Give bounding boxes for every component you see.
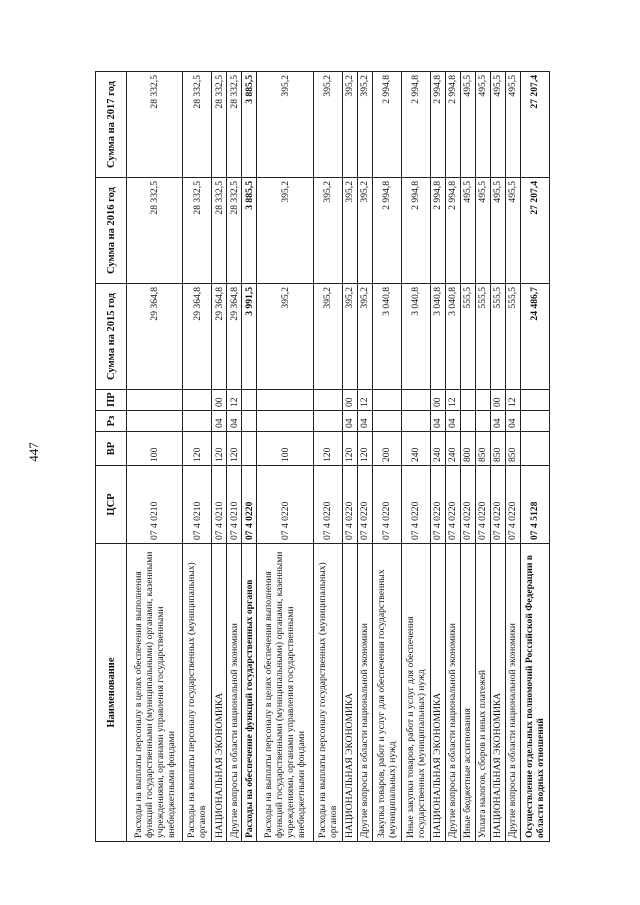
cell-sum-2016: 495,5 <box>505 178 520 284</box>
cell-sum-2015: 3 040,8 <box>445 284 460 390</box>
cell-sum-2015: 555,5 <box>460 284 475 390</box>
cell-csr: 07 4 0210 <box>212 466 227 544</box>
cell-vr: 240 <box>401 432 430 466</box>
table-row <box>257 72 313 842</box>
cell-rz <box>313 411 342 432</box>
cell-sum-2015: 29 364,8 <box>183 284 212 390</box>
cell-sum-2015: 3 040,8 <box>430 284 445 390</box>
cell-sum-2017: 28 332,5 <box>183 72 212 178</box>
cell-vr <box>242 432 257 466</box>
table-header-row <box>96 72 127 842</box>
cell-sum-2015: 29 364,8 <box>227 284 242 390</box>
cell-vr <box>520 432 549 466</box>
table-row <box>475 72 490 842</box>
cell-csr: 07 4 0220 <box>490 466 505 544</box>
cell-pr: 12 <box>445 390 460 411</box>
header-sum-2016: Сумма на 2016 год <box>96 178 127 284</box>
header-sum-2015: Сумма на 2015 год <box>96 284 127 390</box>
cell-vr: 120 <box>212 432 227 466</box>
cell-name: НАЦИОНАЛЬНАЯ ЭКОНОМИКА <box>490 544 505 842</box>
cell-rz <box>127 411 183 432</box>
cell-pr <box>313 390 342 411</box>
cell-sum-2016: 28 332,5 <box>127 178 183 284</box>
table-row <box>505 72 520 842</box>
cell-sum-2016: 28 332,5 <box>183 178 212 284</box>
cell-pr <box>401 390 430 411</box>
table-row <box>227 72 242 842</box>
cell-name: НАЦИОНАЛЬНАЯ ЭКОНОМИКА <box>430 544 445 842</box>
cell-vr: 850 <box>505 432 520 466</box>
cell-vr: 120 <box>342 432 357 466</box>
cell-pr: 00 <box>430 390 445 411</box>
cell-csr: 07 4 0220 <box>401 466 430 544</box>
cell-sum-2016: 2 994,8 <box>401 178 430 284</box>
cell-sum-2016: 2 994,8 <box>445 178 460 284</box>
table-body <box>127 72 550 842</box>
cell-sum-2017: 495,5 <box>505 72 520 178</box>
cell-sum-2015: 395,2 <box>257 284 313 390</box>
cell-pr <box>520 390 549 411</box>
cell-rz <box>257 411 313 432</box>
cell-sum-2016: 395,2 <box>357 178 372 284</box>
cell-pr: 12 <box>357 390 372 411</box>
cell-sum-2016: 3 885,5 <box>242 178 257 284</box>
cell-pr <box>372 390 401 411</box>
cell-rz <box>475 411 490 432</box>
cell-name: НАЦИОНАЛЬНАЯ ЭКОНОМИКА <box>342 544 357 842</box>
cell-sum-2015: 3 991,5 <box>242 284 257 390</box>
cell-sum-2017: 28 332,5 <box>227 72 242 178</box>
cell-sum-2016: 495,5 <box>490 178 505 284</box>
cell-name: НАЦИОНАЛЬНАЯ ЭКОНОМИКА <box>212 544 227 842</box>
table-row <box>430 72 445 842</box>
cell-pr: 12 <box>505 390 520 411</box>
cell-rz: 04 <box>430 411 445 432</box>
header-sum-2017: Сумма на 2017 год <box>96 72 127 178</box>
cell-csr: 07 4 0220 <box>342 466 357 544</box>
cell-sum-2017: 3 885,5 <box>242 72 257 178</box>
page-number: 447 <box>26 442 41 462</box>
cell-vr: 200 <box>372 432 401 466</box>
cell-csr: 07 4 0220 <box>475 466 490 544</box>
cell-name: Осуществление отдельных полномочий Российской Федерации в области водных отношений <box>520 544 549 842</box>
cell-pr <box>242 390 257 411</box>
cell-pr <box>257 390 313 411</box>
cell-rz: 04 <box>505 411 520 432</box>
cell-sum-2017: 395,2 <box>313 72 342 178</box>
cell-name: Расходы на выплаты персоналу государственных (муниципальных) органов <box>183 544 212 842</box>
cell-csr: 07 4 5128 <box>520 466 549 544</box>
table-row <box>183 72 212 842</box>
cell-csr: 07 4 0210 <box>227 466 242 544</box>
table-row <box>242 72 257 842</box>
cell-vr: 850 <box>490 432 505 466</box>
cell-pr <box>127 390 183 411</box>
cell-rz: 04 <box>342 411 357 432</box>
table-row <box>357 72 372 842</box>
cell-rz <box>520 411 549 432</box>
rotated-table-container <box>95 72 550 842</box>
header-rz: Рз <box>96 411 127 432</box>
cell-sum-2015: 24 486,7 <box>520 284 549 390</box>
table-row <box>342 72 357 842</box>
table-row <box>372 72 401 842</box>
cell-csr: 07 4 0220 <box>357 466 372 544</box>
cell-csr: 07 4 0220 <box>460 466 475 544</box>
cell-rz <box>460 411 475 432</box>
cell-name: Закупка товаров, работ и услуг для обеспечения государственных (муниципальных) нужд <box>372 544 401 842</box>
cell-sum-2015: 555,5 <box>475 284 490 390</box>
table-row <box>490 72 505 842</box>
cell-vr: 120 <box>357 432 372 466</box>
cell-rz <box>401 411 430 432</box>
cell-csr: 07 4 0220 <box>242 466 257 544</box>
header-pr: ПР <box>96 390 127 411</box>
cell-name: Расходы на обеспечение функций государственных органов <box>242 544 257 842</box>
header-csr: ЦСР <box>96 466 127 544</box>
cell-rz: 04 <box>445 411 460 432</box>
table-row <box>313 72 342 842</box>
cell-sum-2015: 555,5 <box>490 284 505 390</box>
cell-sum-2016: 2 994,8 <box>430 178 445 284</box>
cell-sum-2015: 555,5 <box>505 284 520 390</box>
cell-vr: 120 <box>313 432 342 466</box>
cell-csr: 07 4 0220 <box>257 466 313 544</box>
cell-sum-2017: 395,2 <box>357 72 372 178</box>
cell-sum-2016: 28 332,5 <box>212 178 227 284</box>
cell-sum-2015: 29 364,8 <box>127 284 183 390</box>
cell-rz <box>242 411 257 432</box>
cell-name: Расходы на выплаты персоналу государственных (муниципальных) органов <box>313 544 342 842</box>
cell-pr <box>183 390 212 411</box>
header-name: Наименование <box>96 544 127 842</box>
cell-sum-2015: 29 364,8 <box>212 284 227 390</box>
cell-sum-2016: 27 207,4 <box>520 178 549 284</box>
cell-sum-2017: 28 332,5 <box>212 72 227 178</box>
cell-name: Уплата налогов, сборов и иных платежей <box>475 544 490 842</box>
cell-sum-2017: 495,5 <box>490 72 505 178</box>
cell-vr: 800 <box>460 432 475 466</box>
cell-vr: 120 <box>227 432 242 466</box>
cell-sum-2015: 395,2 <box>342 284 357 390</box>
cell-pr <box>460 390 475 411</box>
cell-sum-2017: 395,2 <box>257 72 313 178</box>
cell-sum-2017: 395,2 <box>342 72 357 178</box>
cell-rz <box>183 411 212 432</box>
cell-sum-2015: 395,2 <box>357 284 372 390</box>
table-row <box>212 72 227 842</box>
cell-vr: 240 <box>445 432 460 466</box>
cell-name: Другие вопросы в области национальной экономики <box>445 544 460 842</box>
cell-name: Расходы на выплаты персоналу в целях обеспечения выполнения функций государственными (муниципальными) органами, казенными учреждениями, органами управления государственными внебюджетными фондами <box>257 544 313 842</box>
table-row <box>127 72 183 842</box>
cell-sum-2015: 3 040,8 <box>401 284 430 390</box>
cell-sum-2017: 2 994,8 <box>372 72 401 178</box>
cell-sum-2017: 28 332,5 <box>127 72 183 178</box>
cell-sum-2016: 28 332,5 <box>227 178 242 284</box>
cell-name: Иные закупки товаров, работ и услуг для обеспечения государственных (муниципальных) нужд <box>401 544 430 842</box>
cell-pr: 12 <box>227 390 242 411</box>
table-row <box>460 72 475 842</box>
table-row <box>445 72 460 842</box>
cell-sum-2016: 395,2 <box>342 178 357 284</box>
table-row <box>520 72 549 842</box>
cell-sum-2016: 2 994,8 <box>372 178 401 284</box>
cell-pr: 00 <box>490 390 505 411</box>
cell-sum-2016: 395,2 <box>313 178 342 284</box>
cell-vr: 100 <box>127 432 183 466</box>
cell-vr: 120 <box>183 432 212 466</box>
cell-name: Другие вопросы в области национальной экономики <box>357 544 372 842</box>
cell-name: Другие вопросы в области национальной экономики <box>227 544 242 842</box>
cell-sum-2015: 3 040,8 <box>372 284 401 390</box>
cell-rz: 04 <box>212 411 227 432</box>
cell-pr: 00 <box>212 390 227 411</box>
cell-sum-2017: 2 994,8 <box>430 72 445 178</box>
cell-rz: 04 <box>490 411 505 432</box>
cell-csr: 07 4 0220 <box>372 466 401 544</box>
cell-sum-2015: 395,2 <box>313 284 342 390</box>
table-wrapper <box>95 72 550 842</box>
cell-sum-2016: 495,5 <box>460 178 475 284</box>
cell-rz <box>372 411 401 432</box>
cell-sum-2017: 27 207,4 <box>520 72 549 178</box>
cell-csr: 07 4 0220 <box>430 466 445 544</box>
cell-csr: 07 4 0220 <box>505 466 520 544</box>
cell-rz: 04 <box>357 411 372 432</box>
cell-sum-2017: 2 994,8 <box>401 72 430 178</box>
cell-name: Другие вопросы в области национальной экономики <box>505 544 520 842</box>
cell-vr: 240 <box>430 432 445 466</box>
cell-sum-2017: 2 994,8 <box>445 72 460 178</box>
cell-csr: 07 4 0220 <box>445 466 460 544</box>
cell-csr: 07 4 0210 <box>127 466 183 544</box>
cell-name: Расходы на выплаты персоналу в целях обеспечения выполнения функций государственными (муниципальными) органами, казенными учреждениями, органами управления государственными внебюджетными фондами <box>127 544 183 842</box>
header-vr: ВР <box>96 432 127 466</box>
cell-rz: 04 <box>227 411 242 432</box>
cell-csr: 07 4 0210 <box>183 466 212 544</box>
cell-name: Иные бюджетные ассигнования <box>460 544 475 842</box>
cell-sum-2017: 495,5 <box>460 72 475 178</box>
cell-vr: 100 <box>257 432 313 466</box>
budget-table <box>95 71 550 842</box>
cell-sum-2016: 395,2 <box>257 178 313 284</box>
cell-sum-2017: 495,5 <box>475 72 490 178</box>
cell-pr <box>475 390 490 411</box>
cell-pr: 00 <box>342 390 357 411</box>
cell-vr: 850 <box>475 432 490 466</box>
table-row <box>401 72 430 842</box>
cell-sum-2016: 495,5 <box>475 178 490 284</box>
cell-csr: 07 4 0220 <box>313 466 342 544</box>
